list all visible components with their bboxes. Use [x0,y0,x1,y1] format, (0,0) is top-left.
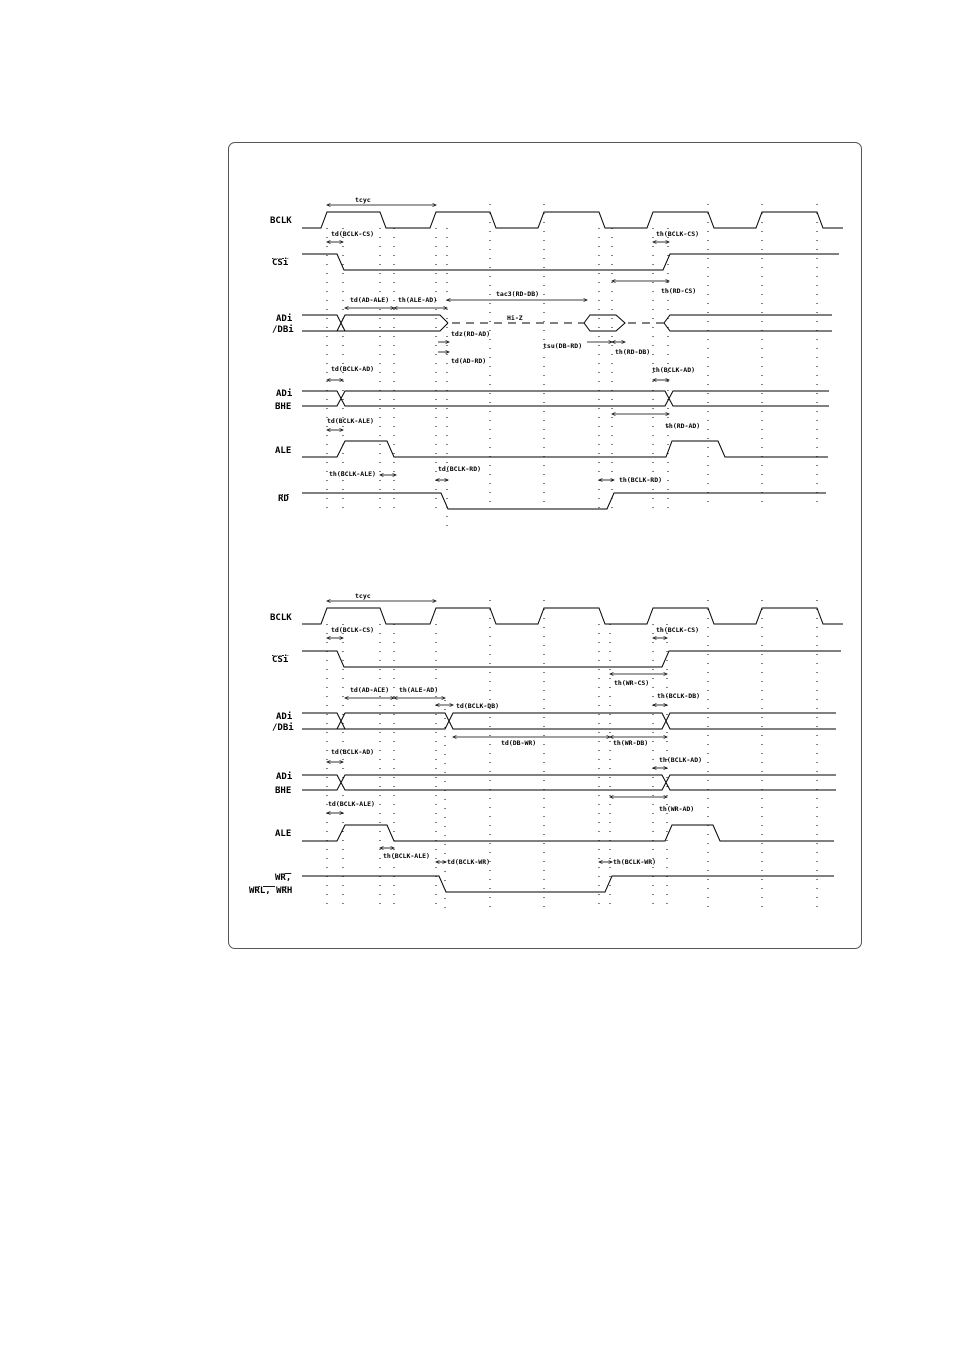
w-adi-dbi-waveform [302,713,836,729]
w-ale-label: ALE [275,829,292,839]
adi-bhe-label-1: ADi [276,389,293,399]
w-wr-waveform [302,876,834,892]
w-wr-label-2: WRL, WRH [249,886,293,896]
w-th-wr-cs-label: th(WR-CS) [614,679,650,687]
w-td-bclk-db-label: td(BCLK-DB) [456,702,500,710]
tsu-db-rd-label: tsu(DB-RD) [543,342,583,350]
read-timing-diagram [270,196,843,534]
th-ale-ad-label: th(ALE-AD) [398,296,438,304]
adi-dbi-label-1: ADi [276,314,293,324]
csi-waveform [302,254,839,270]
read-timing-arrows [327,205,669,480]
th-rd-ad-label: th(RD-AD) [665,422,701,430]
th-bclk-cs-label: th(BCLK-CS) [656,230,700,238]
w-td-bclk-wr-label: td(BCLK-WR) [447,858,491,866]
adi-dbi-waveform [302,315,832,331]
w-csi-waveform [302,651,841,667]
th-rd-db-label: th(RD-DB) [615,348,651,356]
td-bclk-ale-label: td(BCLK-ALE) [327,417,374,425]
w-td-bclk-ale-label: td(BCLK-ALE) [328,800,375,808]
td-ad-ale-label: td(AD-ALE) [350,296,390,304]
w-tcyc-label: tcyc [355,592,371,600]
ale-waveform [302,441,828,457]
w-th-bclk-cs-label: th(BCLK-CS) [656,626,700,634]
w-th-wr-db-label: th(WR-DB) [613,739,649,747]
tdz-rd-ad-label: tdz(RD-AD) [451,330,491,338]
rd-waveform [302,493,826,509]
w-th-bclk-ale-label: th(BCLK-ALE) [383,852,430,860]
td-bclk-rd-label: td(BCLK-RD) [438,465,482,473]
adi-bhe-waveform [302,391,829,406]
adi-dbi-label-2: /DBi [272,325,294,335]
td-bclk-cs-label: td(BCLK-CS) [331,230,375,238]
th-bclk-rd-label: th(BCLK-RD) [619,476,663,484]
w-th-bclk-ad-label: th(BCLK-AD) [659,756,703,764]
adi-bhe-label-2: BHE [275,402,292,412]
bclk-waveform [302,212,843,228]
hi-z-label: Hi-Z [507,314,523,322]
ale-label: ALE [275,446,292,456]
w-th-bclk-wr-label: th(BCLK-WR) [613,858,657,866]
th-bclk-ale-label: th(BCLK-ALE) [329,470,376,478]
w-adi-bhe-waveform [302,775,836,790]
write-grid-lines [327,600,817,910]
td-bclk-ad-label: td(BCLK-AD) [331,365,375,373]
w-wr-label-1: WR, [275,873,292,883]
w-bclk-label: BCLK [270,613,292,623]
tcyc-label: tcyc [355,196,371,204]
write-timing-diagram [249,592,843,910]
csi-label: CSi [272,258,289,268]
td-ad-rd-label: td(AD-RD) [451,357,487,365]
w-td-ad-ale-label: td(AD-ALE) [350,686,390,694]
tac3-rd-db-label: tac3(RD-DB) [496,290,540,298]
w-bclk-waveform [302,608,843,624]
w-adi-dbi-label-1: ADi [276,712,293,722]
w-th-ale-ad-label: th(ALE-AD) [399,686,439,694]
write-timing-arrows [327,601,667,862]
w-adi-bhe-label-2: BHE [275,786,292,796]
w-ale-waveform [302,825,834,841]
w-adi-dbi-label-2: /DBi [272,723,294,733]
rd-label: RD [278,494,289,504]
th-bclk-ad-label: th(BCLK-AD) [652,366,696,374]
w-td-db-wr-label: td(DB-WR) [501,739,537,747]
w-th-wr-ad-label: th(WR-AD) [659,805,695,813]
th-rd-cs-label: th(RD-CS) [661,287,697,295]
bclk-label: BCLK [270,216,292,226]
w-th-bclk-db-label: th(BCLK-DB) [657,692,701,700]
w-adi-bhe-label-1: ADi [276,772,293,782]
w-td-bclk-ad-label: td(BCLK-AD) [331,748,375,756]
w-td-bclk-cs-label: td(BCLK-CS) [331,626,375,634]
w-csi-label: CSi [272,655,289,665]
